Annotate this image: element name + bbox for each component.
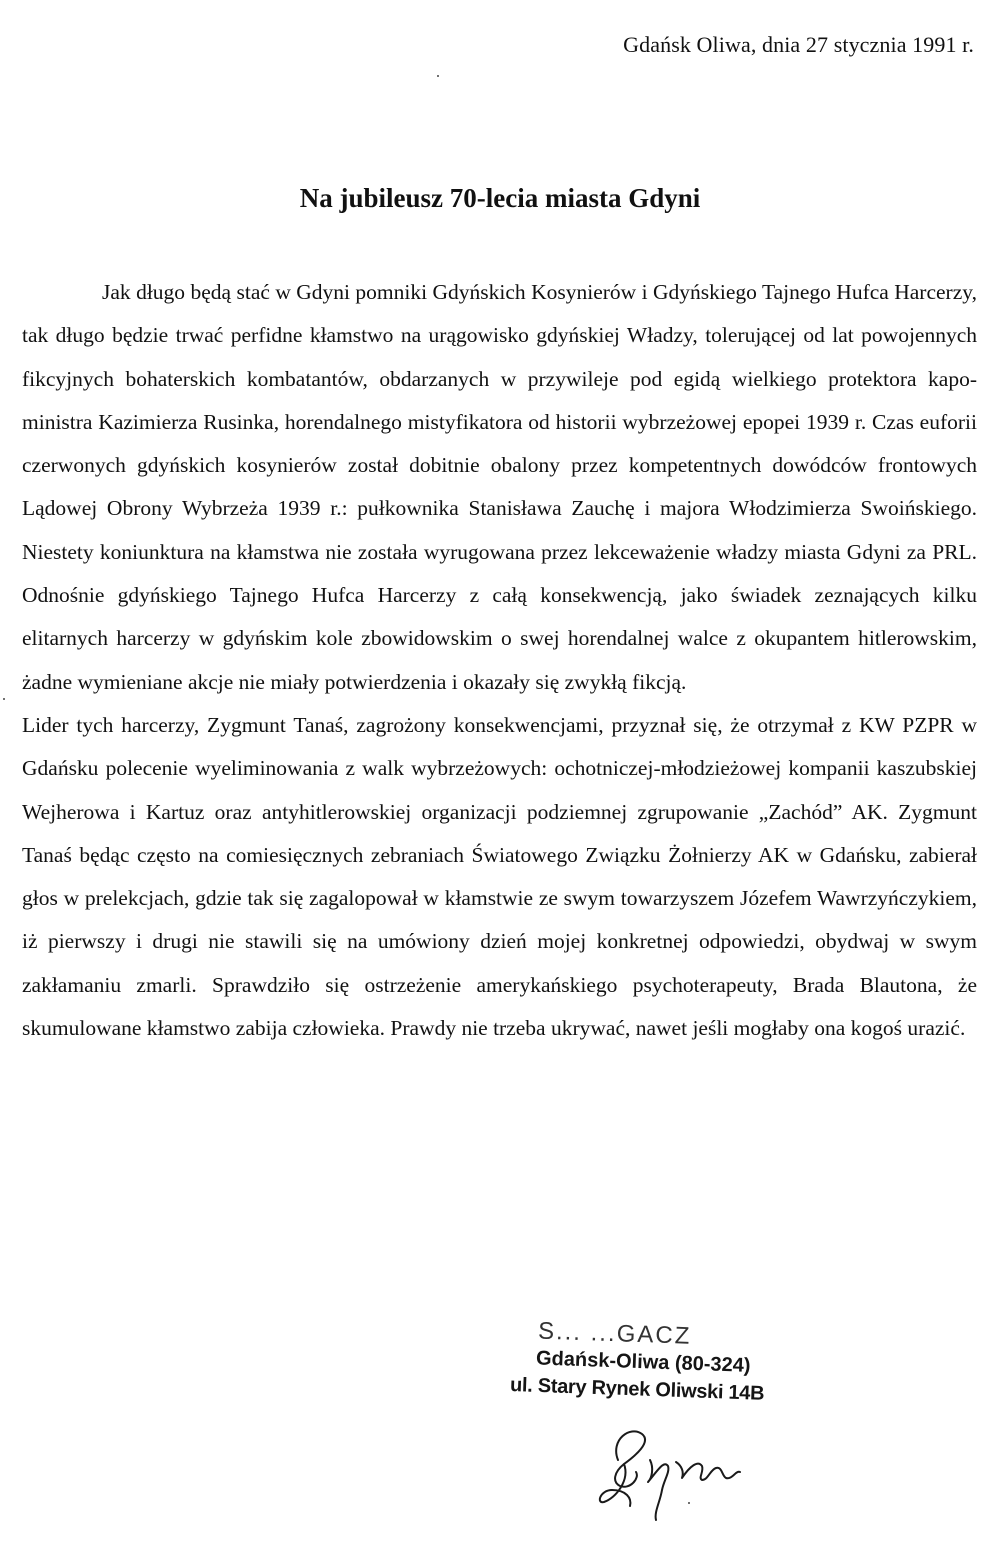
scan-speck: [437, 75, 439, 77]
address-stamp: [498, 1317, 798, 1405]
scan-speck: [3, 698, 5, 700]
body-paragraph-1: Jak długo będą stać w Gdyni pomniki Gdyńskich Kosynierów i Gdyńskiego Tajnego Hufca Harcerzy, tak długo będzie trwać perfidne kłamstwo na urągowisko gdyńskiej Władzy, tolerującej od lat powojennych fikcyjnych bohaterskich kombatantów, obdarzanych w przywileje pod egidą wielkiego protektora kapo-ministra Kazimierza Rusinka, horendalnego mistyfikatora od historii wybrzeżowej epopei 1939 r. Czas euforii czerwonych gdyńskich kosynierów został dobitnie obalony przez kompetentnych dowódców frontowych Lądowej Obrony Wybrzeża 1939 r.: pułkownika Stanisława Zauchę i majora Włodzimierza Swoińskiego. Niestety koniunktura na kłamstwa nie została wyrugowana przez lekceważenie władzy miasta Gdyni za PRL. Odnośnie gdyńskiego Tajnego Hufca Harcerzy z całą konsekwencją, jako świadek zeznających kilku elitarnych harcerzy w gdyńskim kole zbowidowskim o swej horendalnej walce z okupantem hitlerowskim, żadne wymieniane akcje nie miały potwierdzenia i okazały się zwykłą fikcją.: [22, 280, 977, 694]
scan-speck: [688, 1502, 690, 1504]
dateline: Gdańsk Oliwa, dnia 27 stycznia 1991 r.: [623, 32, 974, 57]
stamp-city-line: Gdańsk-Oliwa (80-324): [535, 1347, 751, 1377]
stamp-name-line: S... ...GACZ: [537, 1317, 692, 1350]
stamp-street-line: ul. Stary Rynek Oliwski 14B: [509, 1373, 765, 1405]
document-title: Na jubileusz 70-lecia miasta Gdyni: [299, 183, 701, 213]
handwritten-signature: [590, 1420, 790, 1530]
letter-body: [22, 271, 977, 1050]
body-paragraph-2: Lider tych harcerzy, Zygmunt Tanaś, zagrożony konsekwencjami, przyznał się, że otrzymał z KW PZPR w Gdańsku polecenie wyeliminowania z walk wybrzeżowych: ochotniczej-młodzieżowej kompanii kaszubskiej Wejherowa i Kartuz oraz antyhitlerowskiej organizacji podziemnej zgrupowanie „Zachód” AK. Zygmunt Tanaś będąc często na comiesięcznych zebraniach Światowego Związku Żołnierzy AK w Gdańsku, zabierał głos w prelekcjach, gdzie tak się zagalopował w kłamstwie ze swym towarzyszem Józefem Wawrzyńczykiem, iż pierwszy i drugi nie stawili się na umówiony dzień mojej konkretnej odpowiedzi, obydwaj w swym zakłamaniu zmarli. Sprawdziło się ostrzeżenie amerykańskiego psychoterapeuty, Brada Blautona, że skumulowane kłamstwo zabija człowieka. Prawdy nie trzeba ukrywać, nawet jeśli mogłaby ona kogoś urazić.: [22, 712, 977, 1041]
